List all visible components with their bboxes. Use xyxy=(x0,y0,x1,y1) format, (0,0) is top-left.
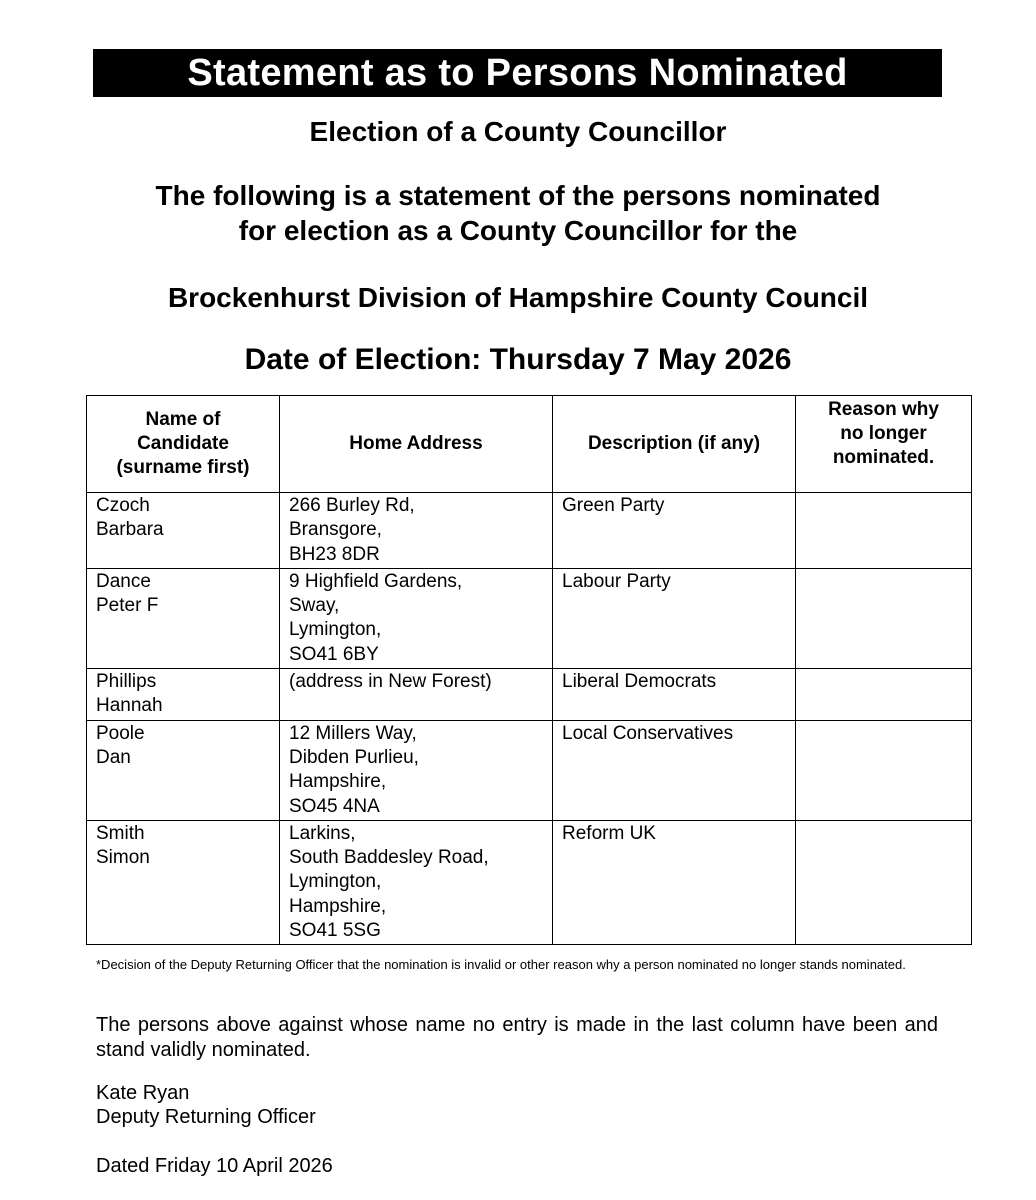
candidate-surname: Poole xyxy=(96,722,145,744)
table-row xyxy=(87,669,972,721)
signatory-name: Kate Ryan xyxy=(96,1082,190,1104)
candidate-forename: Hannah xyxy=(96,695,163,717)
candidates-table xyxy=(86,395,972,945)
header-reason xyxy=(796,396,972,493)
validity-statement: The persons above against whose name no entry is made in the last column have been and stand validly nominated. xyxy=(96,1014,938,1061)
address-line: 266 Burley Rd, xyxy=(289,495,415,516)
address-line: Dibden Purlieu, xyxy=(289,746,419,768)
candidate-forename: Simon xyxy=(96,847,150,869)
candidate-description-cell: Labour Party xyxy=(553,568,796,668)
address-line: 12 Millers Way, xyxy=(289,722,417,744)
division-title: Brockenhurst Division of Hampshire County Council xyxy=(167,282,869,313)
address-line: (address in New Forest) xyxy=(289,671,492,693)
header-name-line: (surname first) xyxy=(116,457,250,478)
address-line: Lymington, xyxy=(289,619,382,641)
address-line: Lymington, xyxy=(289,871,382,893)
table-row xyxy=(87,720,972,820)
address-line: SO45 4NA xyxy=(289,795,380,817)
candidate-forename: Barbara xyxy=(96,519,164,541)
candidate-surname: Smith xyxy=(96,822,145,844)
address-line: Larkins, xyxy=(289,822,356,844)
address-line: Bransgore, xyxy=(289,519,382,541)
address-line: SO41 6BY xyxy=(289,643,379,665)
address-line: SO41 5SG xyxy=(289,920,381,942)
header-address: Home Address xyxy=(280,396,553,493)
candidate-address-cell xyxy=(280,720,553,820)
statement-intro-line: The following is a statement of the persons nominated xyxy=(155,180,881,211)
candidate-address-cell xyxy=(280,669,553,721)
dated-line: Dated Friday 10 April 2026 xyxy=(96,1155,333,1177)
header-reason-line: nominated. xyxy=(832,447,935,468)
header-description: Description (if any) xyxy=(553,396,796,493)
header-name xyxy=(87,396,280,493)
candidate-address-cell xyxy=(280,568,553,668)
candidate-forename: Peter F xyxy=(96,595,159,617)
address-line: Hampshire, xyxy=(289,895,387,917)
candidate-name-cell xyxy=(87,820,280,944)
candidate-surname: Dance xyxy=(96,570,151,592)
table-row xyxy=(87,493,972,569)
candidate-name-cell xyxy=(87,720,280,820)
candidate-description-cell: Green Party xyxy=(553,493,796,569)
candidate-name-cell xyxy=(87,493,280,569)
election-date: Date of Election: Thursday 7 May 2026 xyxy=(244,343,792,376)
signatory-role: Deputy Returning Officer xyxy=(96,1106,316,1128)
table-header-row xyxy=(87,396,972,493)
header-name-line: Candidate xyxy=(137,433,229,454)
banner-title: Statement as to Persons Nominated xyxy=(93,49,942,97)
candidate-reason-cell xyxy=(796,669,972,721)
candidate-address-cell xyxy=(280,493,553,569)
election-title: Election of a County Councillor xyxy=(309,116,727,147)
candidate-description-cell: Local Conservatives xyxy=(553,720,796,820)
table-row xyxy=(87,568,972,668)
header-reason-line: Reason why xyxy=(828,399,939,420)
candidate-name-cell xyxy=(87,568,280,668)
header-name-line: Name of xyxy=(145,409,221,430)
address-line: Sway, xyxy=(289,595,340,617)
candidate-reason-cell xyxy=(796,568,972,668)
candidate-name-cell xyxy=(87,669,280,721)
address-line: BH23 8DR xyxy=(289,543,380,565)
statement-intro xyxy=(0,178,1036,248)
address-line: Hampshire, xyxy=(289,771,387,793)
address-line: South Baddesley Road, xyxy=(289,847,489,869)
footnote: *Decision of the Deputy Returning Officer that the nomination is invalid or other reason why a person nominated no longer stands nominated. xyxy=(96,957,906,972)
candidate-reason-cell xyxy=(796,820,972,944)
statement-intro-line: for election as a County Councillor for the xyxy=(238,215,798,246)
candidate-surname: Phillips xyxy=(96,671,157,693)
table-row xyxy=(87,820,972,944)
candidate-address-cell xyxy=(280,820,553,944)
candidate-description-cell: Liberal Democrats xyxy=(553,669,796,721)
candidate-reason-cell xyxy=(796,493,972,569)
signatory xyxy=(96,1081,316,1129)
header-reason-line: no longer xyxy=(840,423,927,444)
candidate-surname: Czoch xyxy=(96,495,150,516)
candidate-description-cell: Reform UK xyxy=(553,820,796,944)
address-line: 9 Highfield Gardens, xyxy=(289,570,463,592)
candidate-reason-cell xyxy=(796,720,972,820)
candidate-forename: Dan xyxy=(96,746,131,768)
